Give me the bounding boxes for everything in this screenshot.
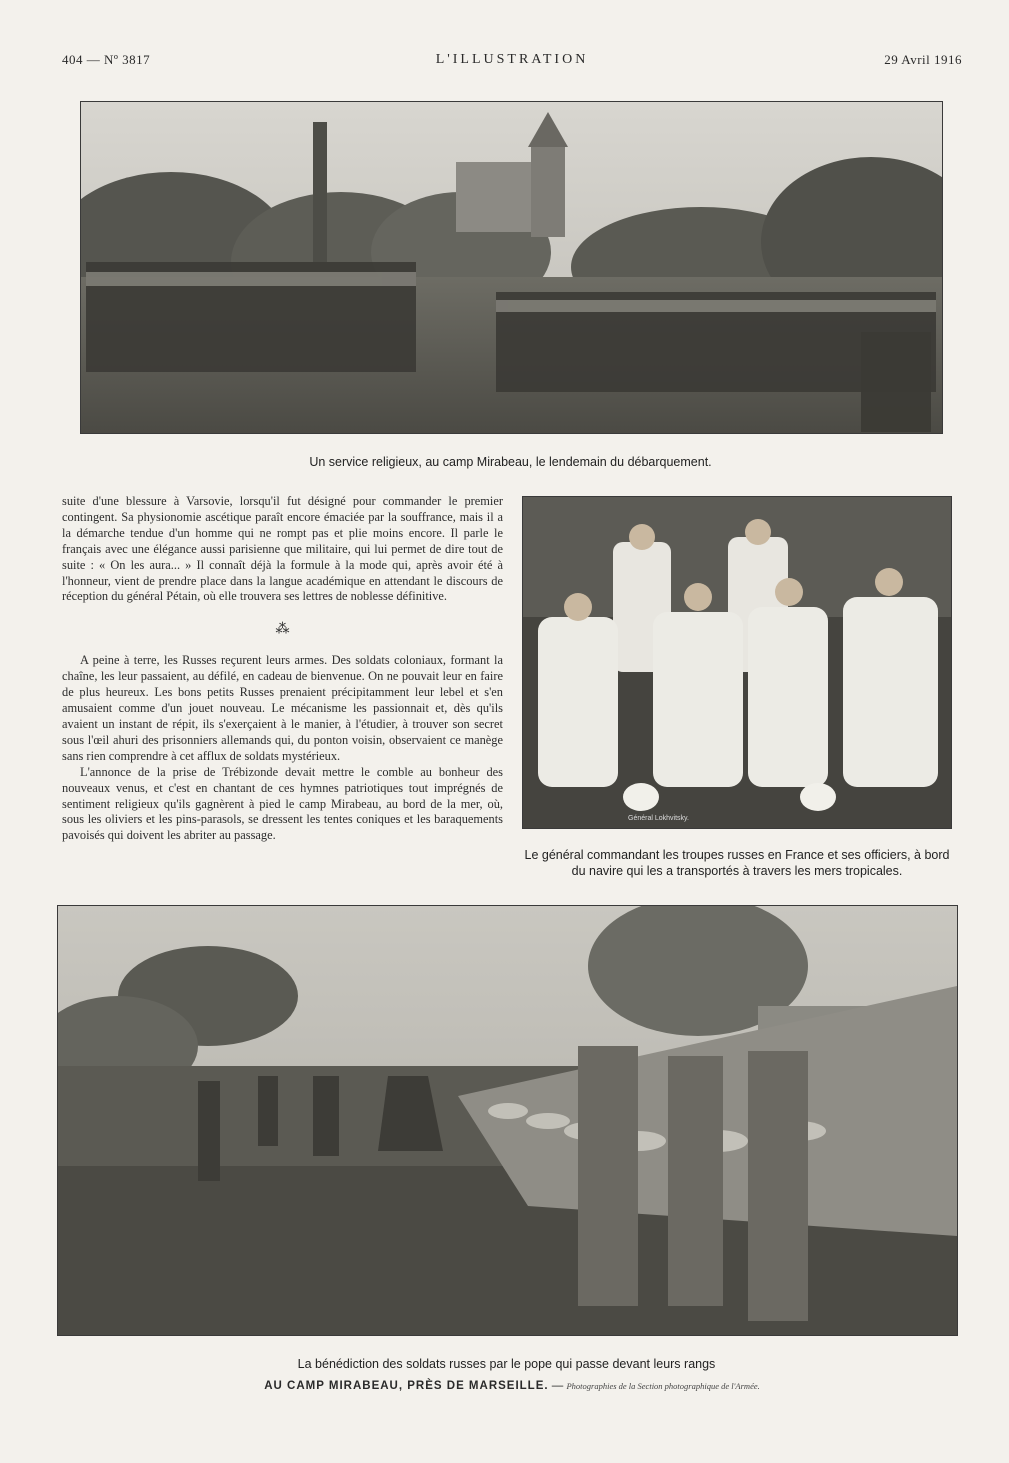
article-paragraph: A peine à terre, les Russes reçurent leurs armes. Des soldats coloniaux, formant la chaîne, les leur passaient, au défilé, en cadeau de bienvenue. On ne pouvait leur en faire de plus heureux. Les bons petits Russes prenaient précipitamment leur lebel et s'en amusaient comme d'un jouet nouveau. Le mécanisme les passionnait et, dès qu'ils avaient un instant de répit, ils s'exerçaient à le manier, à l'étudier, à trouver son secret sous l'œil ahuri des prisonniers allemands qui, du ponton voisin, observaient ce manège sans rien comprendre à cet afflux de soldats mystérieux. — [62, 653, 503, 763]
photo-credit-officers: Général Lokhvitsky. — [628, 815, 689, 822]
caption-officers — [506, 847, 968, 879]
article-paragraph: L'annonce de la prise de Trébizonde devait mettre le comble au bonheur des nouveaux venus, et c'est en chantant de ces hymnes patriotiques tout imprégnés de sentiment religieux qu'ils gagnèrent à pied le camp Mirabeau, au bord de la mer, où, sous les oliviers et les pins-parasols, se dressent les tentes coniques et les baraquements pavoisés qui doivent les abriter au passage. — [62, 764, 503, 843]
photo-religious-service — [80, 101, 943, 434]
page-number: 404 — Nº 3817 — [62, 52, 151, 67]
section-separator: ⁂ — [275, 622, 290, 638]
footer-dash: — — [548, 1380, 567, 1392]
caption-religious-service: Un service religieux, au camp Mirabeau, le lendemain du débarquement. — [309, 455, 712, 469]
page-header — [62, 52, 962, 74]
article-paragraph: suite d'une blessure à Varsovie, lorsqu'il fut désigné pour commander le premier contingent. Sa physionomie ascétique paraît encore émaciée par la souffrance, mais il a la démarche tendue d'un homme qui ne rompt pas et plie moins encore. Il parle le français avec une élégance aussi parisienne que militaire, qui lui permet de dire tout de suite : « On les aura... » Il connaît déjà la formule à la mode qui, après avoir été à l'honneur, vient de prendre place dans la langue académique en attendant le discours de réception du général Pétain, où elle trouvera ses lettres de noblesse définitive. — [62, 494, 503, 604]
photo-section-footer — [62, 1380, 962, 1392]
caption-officers-line2: du navire qui les a transportés à travers les mers tropicales. — [571, 864, 903, 878]
section-title: AU CAMP MIRABEAU, PRÈS DE MARSEILLE. — [264, 1380, 549, 1392]
article-body — [62, 494, 503, 844]
publication-title: L'ILLUSTRATION — [435, 52, 589, 67]
caption-officers-line1: Le général commandant les troupes russes en France et ses officiers, à bord — [524, 848, 950, 862]
photo-officers — [522, 496, 952, 829]
photo-blessing — [57, 905, 958, 1336]
issue-date: 29 Avril 1916 — [884, 52, 962, 67]
caption-blessing: La bénédiction des soldats russes par le pope qui passe devant leurs rangs — [297, 1357, 716, 1371]
photo-credit: Photographies de la Section photographique de l'Armée. — [566, 1381, 760, 1391]
